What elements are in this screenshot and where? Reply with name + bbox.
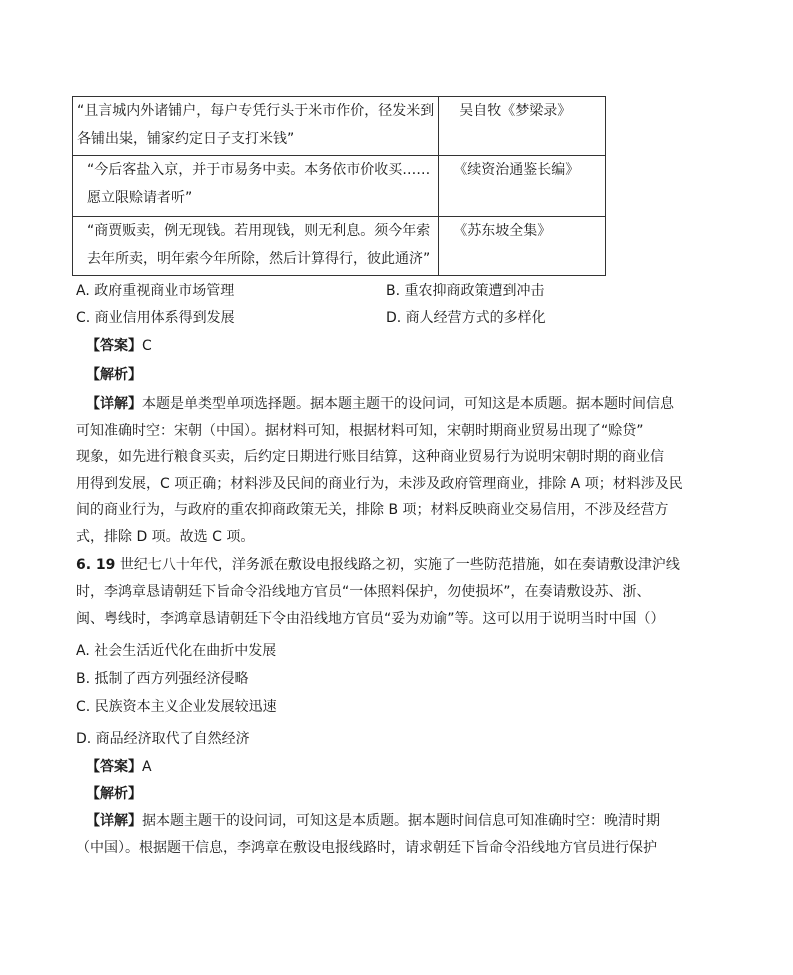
question-6-stem: [76, 555, 680, 575]
detail-label: 【详解】: [86, 396, 142, 412]
detail-line: [86, 394, 674, 414]
answer-line: [86, 336, 152, 356]
source-table: [72, 96, 606, 276]
detail-line: 间的商业行为，与政府的重农抑商政策无关，排除 B 项；材料反映商业交易信用，不涉及经营方: [76, 502, 669, 518]
answer-line: [86, 757, 152, 777]
stem-line: 闽、粤线时，李鸿章恳请朝廷下令由沿线地方官员“妥为劝谕”等。这可以用于说明当时中国（）: [76, 611, 665, 627]
table-row: [73, 156, 606, 217]
question-number: 6. 19: [76, 557, 116, 573]
source-cell: 《续资治通鉴长编》: [439, 156, 606, 217]
detail-text: 据本题主题干的设问词，可知这是本质题。据本题时间信息可知准确时空：晚清时期: [142, 813, 660, 829]
table-row: [73, 97, 606, 156]
detail-line: 现象，如先进行粮食买卖，后约定日期进行账目结算，这种商业贸易行为说明宋朝时期的商业信: [76, 449, 664, 465]
detail-line: [86, 811, 660, 831]
detail-line: 可知准确时空：宋朝（中国）。据材料可知，根据材料可知，宋朝时期商业贸易出现了“赊贷”: [76, 423, 644, 439]
detail-line: 式，排除 D 项。故选 C 项。: [76, 529, 255, 545]
source-cell: 吴自牧《梦梁录》: [439, 97, 606, 156]
quote-cell: “商贾贩卖，例无现钱。若用现钱，则无利息。须今年索去年所卖，明年索今年所除，然后计算得行，彼此通济”: [73, 217, 439, 276]
detail-label: 【详解】: [86, 813, 142, 829]
answer-value: A: [142, 759, 152, 775]
option-a: A. 政府重视商业市场管理: [76, 283, 235, 299]
analysis-label: 【解析】: [86, 367, 142, 383]
answer-value: C: [142, 338, 152, 354]
stem-line: 时，李鸿章恳请朝廷下旨命令沿线地方官员“一体照料保护，勿使损坏”，在奏请敷设苏、浙、: [76, 584, 651, 600]
answer-label: 【答案】: [86, 338, 142, 354]
detail-line: 用得到发展，C 项正确；材料涉及民间的商业行为，未涉及政府管理商业，排除 A 项；材料涉及民: [76, 476, 683, 492]
stem-text: 世纪七八十年代，洋务派在敷设电报线路之初，实施了一些防范措施，如在奏请敷设津沪线: [115, 557, 680, 573]
option-d: D. 商人经营方式的多样化: [386, 310, 546, 326]
option-c: C. 商业信用体系得到发展: [76, 310, 235, 326]
analysis-label: 【解析】: [86, 786, 142, 802]
table-row: [73, 217, 606, 276]
detail-line: （中国）。根据题干信息，李鸿章在敷设电报线路时，请求朝廷下旨命令沿线地方官员进行保护: [76, 840, 657, 856]
quote-cell: “且言城内外诸铺户，每户专凭行头于米市作价，径发米到各铺出粜，铺家约定日子支打米钱”: [73, 97, 439, 156]
option-a: A. 社会生活近代化在曲折中发展: [76, 643, 277, 659]
option-d: D. 商品经济取代了自然经济: [76, 731, 250, 747]
answer-label: 【答案】: [86, 759, 142, 775]
quote-cell: “今后客盐入京，并于市易务中卖。本务依市价收买……愿立限赊请者听”: [73, 156, 439, 217]
detail-text: 本题是单类型单项选择题。据本题主题干的设问词，可知这是本质题。据本题时间信息: [142, 396, 674, 412]
option-c: C. 民族资本主义企业发展较迅速: [76, 699, 277, 715]
option-b: B. 抵制了西方列强经济侵略: [76, 671, 249, 687]
source-cell: 《苏东坡全集》: [439, 217, 606, 276]
option-b: B. 重农抑商政策遭到冲击: [386, 283, 545, 299]
